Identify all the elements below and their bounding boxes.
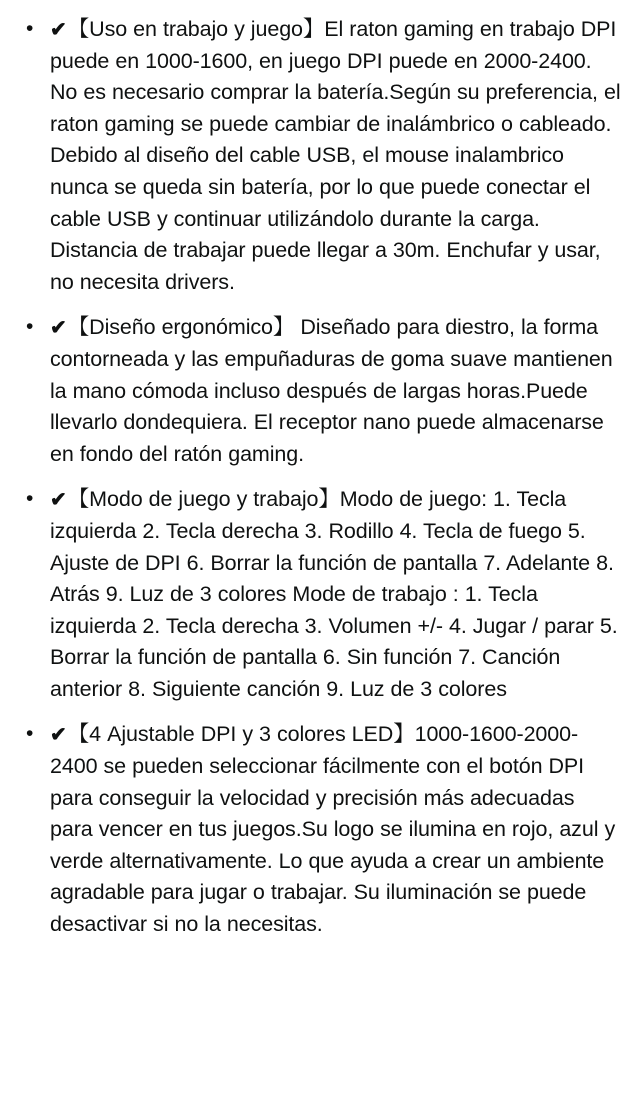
feature-text: 【Modo de juego y trabajo】Modo de juego: 1. Tecla izquierda 2. Tecla derecha 3. Rodillo 4. Tecla de fuego 5. Ajuste de DPI 6. Borrar la función de pantalla 7. Adelante 8. Atrás 9. Luz de 3 colores Mode de trabajo : 1. Tecla izquierda 2. Tecla derecha 3. Volumen +/- 4. Jugar / parar 5. Borrar la función de pantalla 6. Sin función 7. Canción anterior 8. Siguiente canción 9. Luz de 3 colores <box>50 487 618 701</box>
bullet-icon: • <box>26 487 34 511</box>
feature-text: 【Diseño ergonómico】 Diseñado para diestro, la forma contorneada y las empuñaduras de goma suave mantienen la mano cómoda incluso después de largas horas.Puede llevarlo dondequiera. El receptor nano puede almacenarse en fondo del ratón gaming. <box>50 315 613 466</box>
feature-bullet-item-4 <box>14 719 622 940</box>
feature-bullet-item-1 <box>14 14 622 298</box>
bullet-icon: • <box>26 17 34 40</box>
bullet-icon: • <box>26 722 34 746</box>
feature-bullet-item-2 <box>14 312 622 470</box>
feature-text: 【Uso en trabajo y juego】El raton gaming en trabajo DPI puede en 1000-1600, en juego DPI puede en 2000-2400. No es necesario comprar la batería.Según su preferencia, el raton gaming se puede cambiar de inalámbrico o cableado. Debido al diseño del cable USB, el mouse inalambrico nunca se queda sin batería, por lo que puede conectar el cable USB y continuar utilizándolo durante la carga. Distancia de trabajar puede llegar a 30m. Enchufar y usar, no necesita drivers. <box>50 17 621 294</box>
check-icon: ✔ <box>50 489 67 512</box>
feature-text: 【4 Ajustable DPI y 3 colores LED】1000-1600-2000-2400 se pueden seleccionar fácilmente con el botón DPI para conseguir la velocidad y precisión más adecuadas para vencer en tus juegos.Su logo se ilumina en rojo, azul y verde alternativamente. Lo que ayuda a crear un ambiente agradable para jugar o trabajar. Su iluminación se puede desactivar si no la necesitas. <box>50 722 616 937</box>
check-icon: ✔ <box>50 19 67 41</box>
bullet-icon: • <box>26 315 34 339</box>
check-icon: ✔ <box>50 724 67 747</box>
check-icon: ✔ <box>50 317 67 340</box>
feature-bullet-item-3 <box>14 484 622 705</box>
